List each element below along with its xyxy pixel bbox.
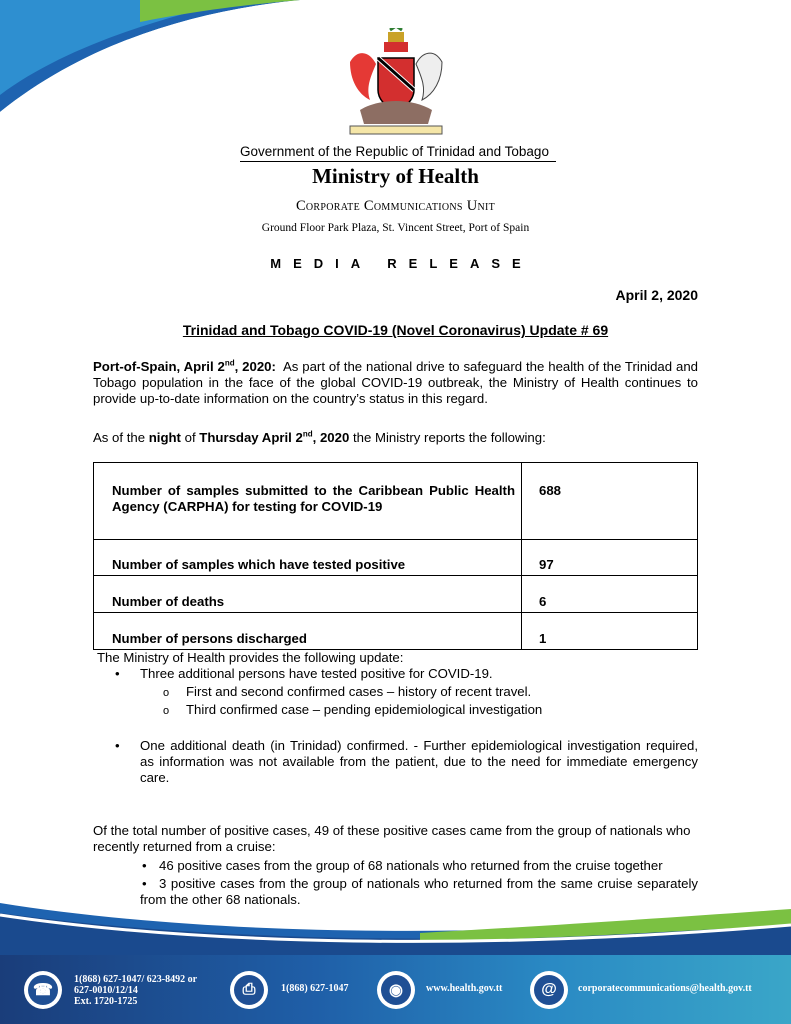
stat-value: 688 (522, 463, 698, 540)
unit-name: Corporate Communications Unit (295, 198, 496, 214)
table-row (94, 463, 698, 540)
stat-value: 97 (522, 540, 698, 576)
list-item: Three additional persons have tested positive for COVID-19. (140, 666, 493, 681)
stat-label: Number of deaths (94, 576, 522, 613)
sub-bullet-circle: o (163, 687, 170, 699)
coat-of-arms-seal (340, 28, 452, 140)
globe-icon: ◉ (377, 971, 415, 1009)
footer-fax: 1(868) 627-1047 (281, 983, 349, 994)
stat-label: Number of persons discharged (94, 613, 522, 650)
update-intro: The Ministry of Health provides the following update: (97, 650, 404, 665)
email-icon: @ (530, 971, 568, 1009)
bullet-dot: • (115, 738, 120, 753)
footer-website[interactable]: www.health.gov.tt (426, 983, 503, 994)
address: Ground Floor Park Plaza, St. Vincent Street, Port of Spain (261, 222, 530, 234)
stat-label: Number of samples which have tested positive (94, 540, 522, 576)
list-item: One additional death (in Trinidad) confirmed. - Further epidemiological investigation required, as information was not available from the patient, due to the need for immediate emergency care. (140, 738, 698, 785)
stat-value: 1 (522, 613, 698, 650)
table-row (94, 613, 698, 650)
bullet-dot: • (115, 666, 120, 681)
stats-table (93, 462, 698, 650)
ministry-name: Ministry of Health (312, 164, 479, 188)
fax-icon: ⎙ (230, 971, 268, 1009)
footer-swoosh (0, 895, 791, 960)
government-line: Government of the Republic of Trinidad and Tobago (240, 144, 556, 162)
list-item: 3 positive cases from the group of nationals who returned from the same cruise separately from the other 68 nationals. (140, 876, 698, 907)
list-item: First and second confirmed cases – history of recent travel. (186, 684, 532, 699)
media-release-label: MEDIA RELEASE (270, 256, 533, 271)
phone-icon: ☎ (24, 971, 62, 1009)
release-title: Trinidad and Tobago COVID-19 (Novel Coronavirus) Update # 69 (182, 322, 609, 338)
intro-paragraph: Port-of-Spain, April 2nd, 2020: As part of the national drive to safeguard the health of the Trinidad and Tobago population in the face of the global COVID-19 outbreak, the Ministry of Health continues to provide up-to-date information on the country’s status in this regard. (93, 358, 698, 406)
cruise-paragraph: Of the total number of positive cases, 49 of these positive cases came from the group of nationals who recently returned from a cruise: (93, 823, 691, 854)
release-date: April 2, 2020 (615, 287, 698, 303)
list-item: Third confirmed case – pending epidemiological investigation (186, 702, 543, 717)
list-item: 46 positive cases from the group of 68 nationals who returned from the cruise together (159, 858, 663, 873)
sub-bullet-circle: o (163, 705, 170, 717)
bullet-dot: • (142, 876, 147, 891)
bullet-dot: • (142, 858, 147, 873)
stat-label: Number of samples submitted to the Caribbean Public Health Agency (CARPHA) for testing for COVID-19 (94, 463, 522, 540)
footer-phone: 1(868) 627-1047/ 623-8492 or 627-0010/12/14 Ext. 1720-1725 (74, 974, 198, 1007)
stat-value: 6 (522, 576, 698, 613)
as-of-line: As of the night of Thursday April 2nd, 2020 the Ministry reports the following: (93, 429, 546, 445)
table-row (94, 576, 698, 613)
footer-email[interactable]: corporatecommunications@health.gov.tt (578, 983, 752, 994)
table-row (94, 540, 698, 576)
header-swoosh (0, 0, 300, 130)
